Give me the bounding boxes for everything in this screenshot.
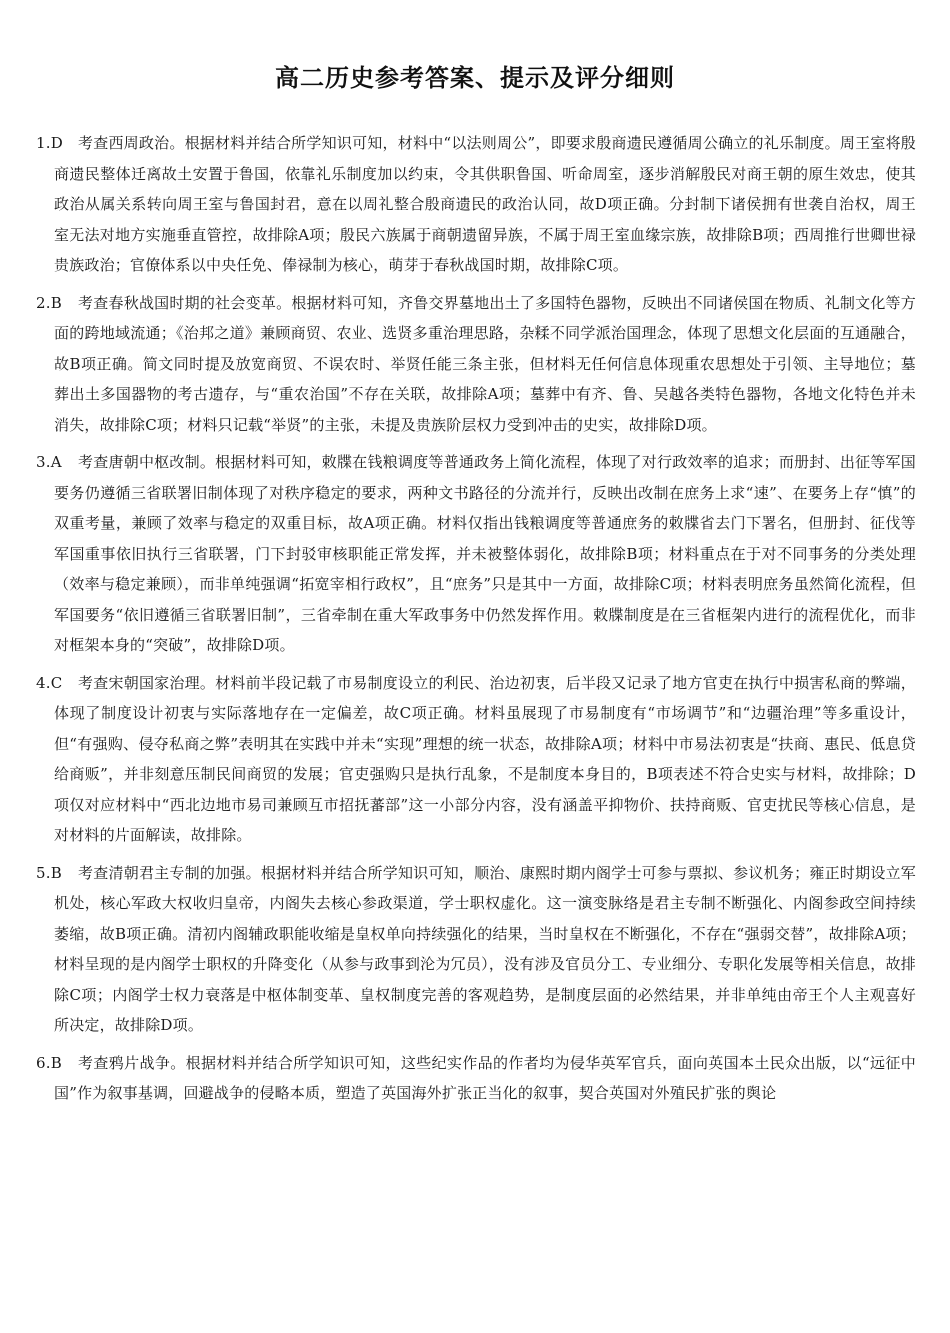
item-text: 考查西周政治。根据材料并结合所学知识可知，材料中“以法则周公”，即要求殷商遗民遵循周公确立的礼乐制度。周王室将殷商遗民整体迁离故土安置于鲁国，依靠礼乐制度加以约束，令其供职鲁国、听命周室，逐步消解殷民对商王朝的原生效忠，使其政治从属关系转向周王室与鲁国封君，意在以周礼整合殷商遗民的政治认同，故D项正确。分封制下诸侯拥有世袭自治权，周王室无法对地方实施垂直管控，故排除A项；殷民六族属于商朝遗留异族，不属于周王室血缘宗族，故排除B项；西周推行世卿世禄贵族政治；官僚体系以中央任免、俸禄制为核心，萌芽于春秋战国时期，故排除C项。 — [54, 134, 916, 274]
item-head — [36, 858, 62, 889]
page-title: 高二历史参考答案、提示及评分细则 — [275, 64, 675, 92]
item-answer: B — [50, 293, 62, 312]
item-number: 2. — [36, 293, 51, 312]
item-number: 6. — [36, 1053, 51, 1072]
item-answer: A — [50, 453, 62, 471]
item-text: 考查清朝君主专制的加强。根据材料并结合所学知识可知，顺治、康熙时期内阁学士可参与票拟、参议机务；雍正时期设立军机处，核心军政大权收归皇帝，内阁失去核心参政渠道，学士职权虚化。这一演变脉络是君主专制不断强化、内阁参政空间持续萎缩，故B项正确。清初内阁辅政职能收缩是皇权单向持续强化的结果，当时皇权在不断强化，不存在“强弱交替”，故排除A项；材料呈现的是内阁学士职权的升降变化（从参与政事到沦为冗员），没有涉及官员分工、专业细分、专职化发展等相关信息，故排除C项；内阁学士权力衰落是中枢体制变革、皇权制度完善的客观趋势，是制度层面的必然结果，并非单纯由帝王个人主观喜好所决定，故排除D项。 — [54, 863, 916, 1034]
answer-item — [36, 447, 916, 661]
item-text: 考查鸦片战争。根据材料并结合所学知识可知，这些纪实作品的作者均为侵华英军官兵，面向英国本土民众出版，以“远征中国”作为叙事基调，回避战争的侵略本质，塑造了英国海外扩张正当化的叙事，契合英国对外殖民扩张的舆论 — [54, 1053, 916, 1102]
answer-item — [36, 858, 916, 1041]
item-head — [36, 668, 62, 699]
answer-list — [36, 128, 916, 1116]
item-number: 4. — [36, 673, 51, 692]
item-head — [36, 288, 62, 319]
item-answer: B — [50, 1053, 62, 1072]
answer-item — [36, 668, 916, 851]
item-number: 1. — [36, 134, 51, 152]
answer-item — [36, 1048, 916, 1109]
item-number: 3. — [36, 453, 51, 471]
answer-item — [36, 288, 916, 441]
item-number: 5. — [36, 863, 51, 882]
item-text: 考查宋朝国家治理。材料前半段记载了市易制度设立的利民、治边初衷，后半段又记录了地方官吏在执行中损害私商的弊端，体现了制度设计初衷与实际落地存在一定偏差，故C项正确。材料虽展现了市易制度有“市场调节”和“边疆治理”等多重设计，但“有强购、侵夺私商之弊”表明其在实践中并未“实现”理想的统一状态，故排除A项；材料中市易法初衷是“扶商、惠民、低息贷给商贩”，并非刻意压制民间商贸的发展；官吏强购只是执行乱象，不是制度本身目的，B项表述不符合史实与材料，故排除；D项仅对应材料中“西北边地市易司兼顾互市招抚蕃部”这一小部分内容，没有涵盖平抑物价、扶持商贩、官吏扰民等核心信息，是对材料的片面解读，故排除。 — [54, 673, 916, 844]
item-head — [36, 1048, 62, 1079]
item-answer: B — [50, 863, 62, 882]
item-text: 考查唐朝中枢改制。根据材料可知，敕牒在钱粮调度等普通政务上简化流程，体现了对行政效率的追求；而册封、出征等军国要务仍遵循三省联署旧制体现了对秩序稳定的要求，两种文书路径的分流并行，反映出改制在庶务上求“速”、在要务上存“慎”的双重考量，兼顾了效率与稳定的双重目标，故A项正确。材料仅指出钱粮调度等普通庶务的敕牒省去门下署名，但册封、征伐等军国重事依旧执行三省联署，门下封驳审核职能正常发挥，并未被整体弱化，故排除B项；材料重点在于对不同事务的分类处理（效率与稳定兼顾），而非单纯强调“拓宽宰相行政权”，且“庶务”只是其中一方面，故排除C项；材料表明庶务虽然简化流程，但军国要务“依旧遵循三省联署旧制”，三省牵制在重大军政事务中仍然发挥作用。敕牒制度是在三省框架内进行的流程优化，而非对框架本身的“突破”，故排除D项。 — [54, 453, 916, 654]
item-answer: C — [50, 673, 63, 692]
item-head — [36, 447, 62, 478]
item-head — [36, 128, 63, 159]
answer-item — [36, 128, 916, 281]
item-text: 考查春秋战国时期的社会变革。根据材料可知，齐鲁交界墓地出土了多国特色器物，反映出不同诸侯国在物质、礼制文化等方面的跨地域流通；《治邦之道》兼顾商贸、农业、选贤多重治理思路，杂糅不同学派治国理念，体现了思想文化层面的互通融合，故B项正确。简文同时提及放宽商贸、不误农时、举贤任能三条主张，但材料无任何信息体现重农思想处于引领、主导地位；墓葬出土多国器物的考古遗存，与“重农治国”不存在关联，故排除A项；墓葬中有齐、鲁、吴越各类特色器物，各地文化特色并未消失，故排除C项；材料只记载“举贤”的主张，未提及贵族阶层权力受到冲击的史实，故排除D项。 — [54, 293, 916, 434]
item-answer: D — [50, 134, 63, 152]
